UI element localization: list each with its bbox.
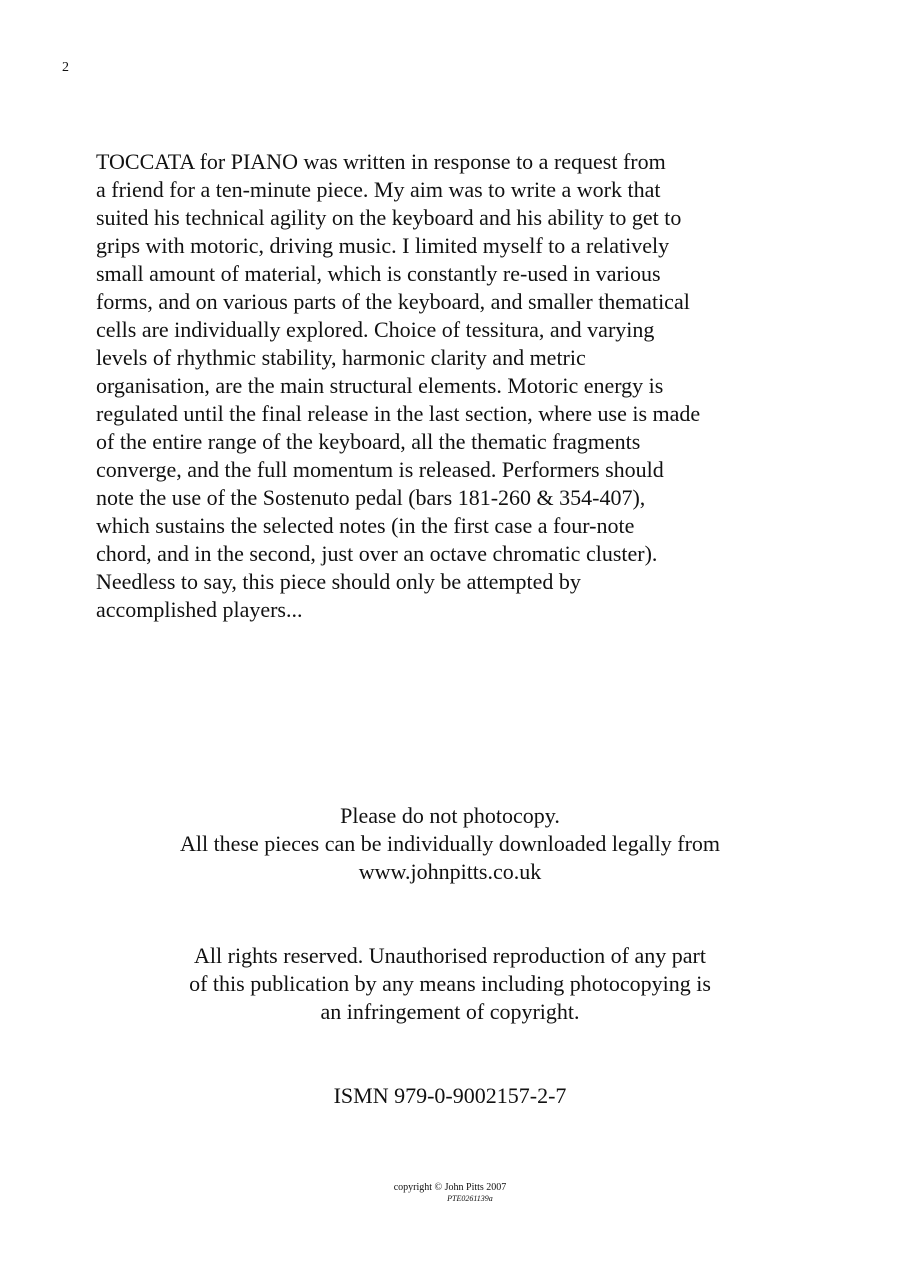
intro-paragraph bbox=[96, 148, 796, 624]
footer-catalog-code: PTE0261139a bbox=[447, 1194, 493, 1203]
rights-notice-line: of this publication by any means including photocopying is bbox=[189, 971, 711, 996]
intro-line: chord, and in the second, just over an octave chromatic cluster). bbox=[96, 541, 658, 566]
intro-line: Needless to say, this piece should only be attempted by bbox=[96, 569, 581, 594]
rights-notice-line: an infringement of copyright. bbox=[320, 999, 580, 1024]
intro-line: of the entire range of the keyboard, all the thematic fragments bbox=[96, 429, 641, 454]
photocopy-notice-line: All these pieces can be individually downloaded legally from bbox=[179, 831, 721, 856]
footer bbox=[0, 1182, 900, 1204]
photocopy-notice-line: Please do not photocopy. bbox=[340, 803, 560, 828]
ismn-number: ISMN 979-0-9002157-2-7 bbox=[333, 1083, 567, 1108]
intro-line: note the use of the Sostenuto pedal (bars 181-260 & 354-407), bbox=[96, 485, 646, 510]
intro-line: a friend for a ten-minute piece. My aim was to write a work that bbox=[96, 177, 661, 202]
intro-line: TOCCATA for PIANO was written in response to a request from bbox=[96, 149, 666, 174]
page-number: 2 bbox=[62, 60, 69, 75]
rights-notice bbox=[0, 942, 900, 1026]
footer-copyright: copyright © John Pitts 2007 bbox=[393, 1182, 507, 1193]
intro-line: grips with motoric, driving music. I limited myself to a relatively bbox=[96, 233, 670, 258]
intro-line: accomplished players... bbox=[96, 597, 303, 622]
intro-line: converge, and the full momentum is released. Performers should bbox=[96, 457, 664, 482]
intro-line: small amount of material, which is constantly re-used in various bbox=[96, 261, 661, 286]
photocopy-notice bbox=[0, 802, 900, 886]
intro-line: organisation, are the main structural elements. Motoric energy is bbox=[96, 373, 664, 398]
intro-line: cells are individually explored. Choice of tessitura, and varying bbox=[96, 317, 655, 342]
intro-line: levels of rhythmic stability, harmonic clarity and metric bbox=[96, 345, 586, 370]
website-url: www.johnpitts.co.uk bbox=[358, 859, 542, 884]
intro-line: which sustains the selected notes (in the first case a four-note bbox=[96, 513, 635, 538]
intro-line: forms, and on various parts of the keyboard, and smaller thematical bbox=[96, 289, 690, 314]
intro-line: regulated until the final release in the last section, where use is made bbox=[96, 401, 701, 426]
rights-notice-line: All rights reserved. Unauthorised reproduction of any part bbox=[194, 943, 706, 968]
intro-line: suited his technical agility on the keyboard and his ability to get to bbox=[96, 205, 682, 230]
